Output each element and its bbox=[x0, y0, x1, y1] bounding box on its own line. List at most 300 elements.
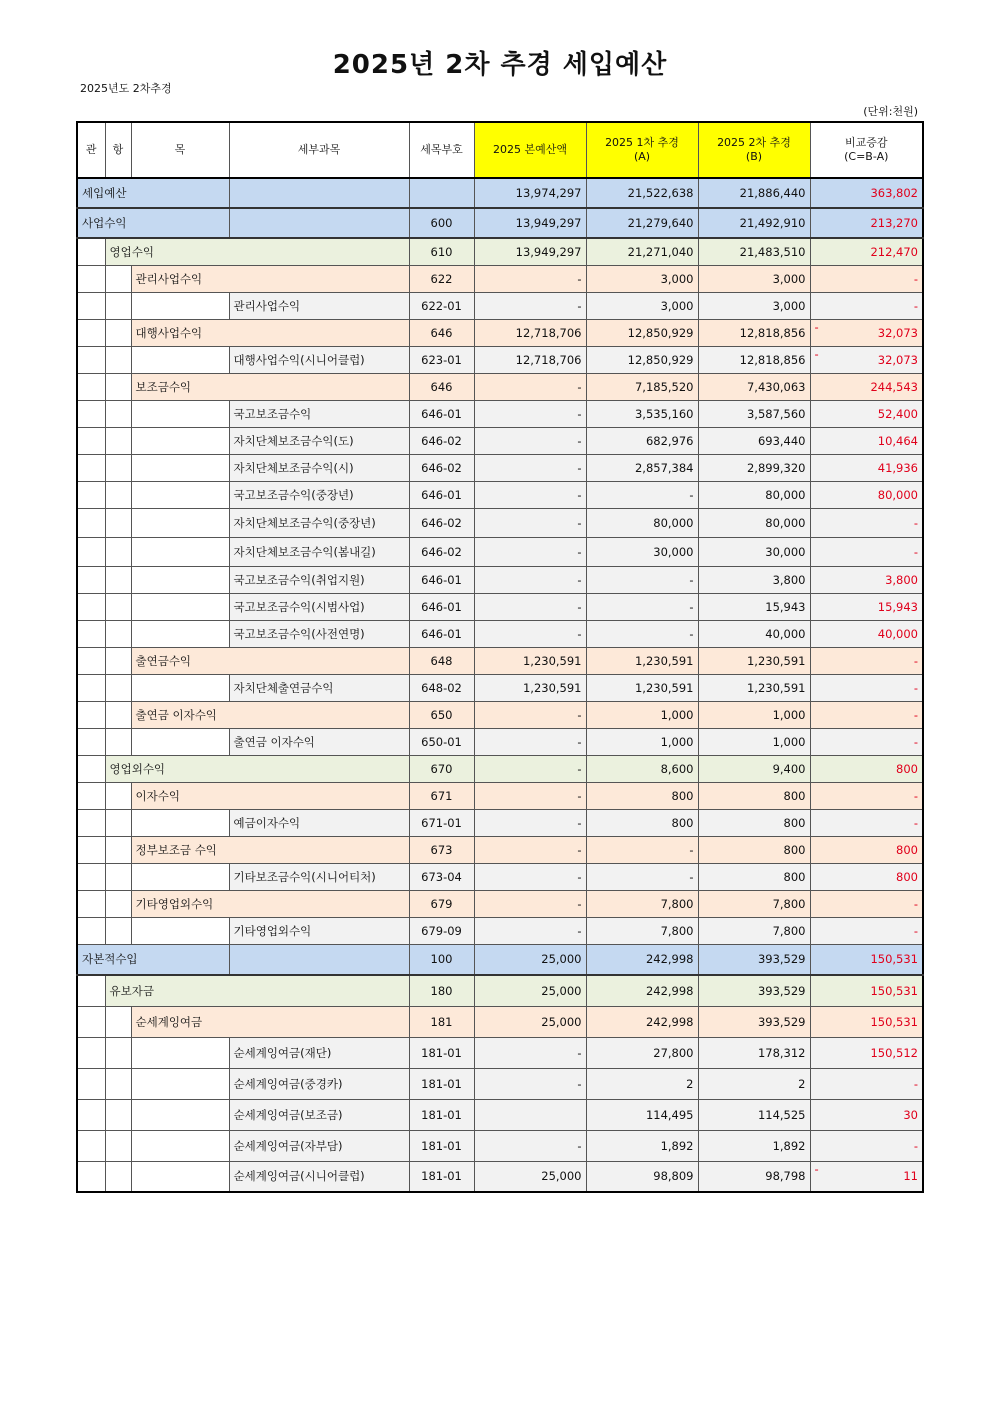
row-first-amount: 3,535,160 bbox=[586, 400, 698, 427]
row-code bbox=[409, 178, 474, 208]
diff-value: - bbox=[913, 653, 918, 668]
row-second-amount: 1,000 bbox=[698, 728, 810, 755]
indent-cell bbox=[105, 1161, 131, 1192]
indent-cell bbox=[77, 1037, 105, 1068]
table-row bbox=[77, 400, 923, 427]
row-label: 출연금수익 bbox=[131, 647, 409, 674]
row-label: 세입예산 bbox=[77, 178, 229, 208]
table-row bbox=[77, 346, 923, 373]
row-base-amount: 12,718,706 bbox=[474, 319, 586, 346]
table-row bbox=[77, 208, 923, 238]
row-code: 646-01 bbox=[409, 566, 474, 593]
diff-value: - bbox=[913, 896, 918, 911]
indent-cell bbox=[105, 890, 131, 917]
indent-cell bbox=[105, 701, 131, 728]
indent-cell bbox=[105, 1006, 131, 1037]
indent-cell bbox=[105, 265, 131, 292]
indent-cell bbox=[77, 728, 105, 755]
row-label: 정부보조금 수익 bbox=[131, 836, 409, 863]
row-code: 679 bbox=[409, 890, 474, 917]
row-first-amount: 8,600 bbox=[586, 755, 698, 782]
row-base-amount: - bbox=[474, 265, 586, 292]
row-label: 이자수익 bbox=[131, 782, 409, 809]
row-diff-amount bbox=[810, 481, 923, 508]
row-base-amount: - bbox=[474, 701, 586, 728]
row-code: 671-01 bbox=[409, 809, 474, 836]
row-diff-amount bbox=[810, 809, 923, 836]
indent-cell bbox=[77, 863, 105, 890]
indent-cell bbox=[105, 346, 131, 373]
row-label: 국고보조금수익(취업지원) bbox=[229, 566, 409, 593]
indent-cell bbox=[131, 1161, 229, 1192]
diff-value: 244,543 bbox=[870, 379, 918, 394]
table-row bbox=[77, 265, 923, 292]
row-second-amount: 12,818,856 bbox=[698, 319, 810, 346]
row-first-amount: 1,000 bbox=[586, 701, 698, 728]
row-base-amount: 13,949,297 bbox=[474, 238, 586, 265]
row-first-amount: 800 bbox=[586, 809, 698, 836]
indent-cell bbox=[77, 508, 105, 537]
indent-cell bbox=[77, 593, 105, 620]
table-row bbox=[77, 1099, 923, 1130]
budget-table bbox=[76, 121, 924, 1193]
indent-cell bbox=[77, 454, 105, 481]
row-code: 623-01 bbox=[409, 346, 474, 373]
diff-value: 40,000 bbox=[877, 626, 918, 641]
row-base-amount: - bbox=[474, 427, 586, 454]
indent-cell bbox=[105, 647, 131, 674]
row-second-amount: 12,818,856 bbox=[698, 346, 810, 373]
row-diff-amount bbox=[810, 1037, 923, 1068]
indent-cell bbox=[131, 566, 229, 593]
indent-cell bbox=[105, 1130, 131, 1161]
row-second-amount: 693,440 bbox=[698, 427, 810, 454]
row-label: 국고보조금수익 bbox=[229, 400, 409, 427]
table-row bbox=[77, 508, 923, 537]
row-code: 181-01 bbox=[409, 1037, 474, 1068]
row-diff-amount bbox=[810, 566, 923, 593]
row-second-amount: 114,525 bbox=[698, 1099, 810, 1130]
row-diff-amount bbox=[810, 593, 923, 620]
diff-value: - bbox=[913, 734, 918, 749]
indent-cell bbox=[105, 400, 131, 427]
diff-value: 15,943 bbox=[877, 599, 918, 614]
col-header-detail: 세부과목 bbox=[229, 122, 409, 178]
row-second-amount: 9,400 bbox=[698, 755, 810, 782]
row-second-amount: 393,529 bbox=[698, 944, 810, 975]
row-second-amount: 30,000 bbox=[698, 537, 810, 566]
negative-sign: - bbox=[814, 346, 819, 361]
row-base-amount: 25,000 bbox=[474, 1006, 586, 1037]
indent-cell bbox=[131, 1068, 229, 1099]
table-row bbox=[77, 593, 923, 620]
row-first-amount: 1,892 bbox=[586, 1130, 698, 1161]
indent-cell bbox=[131, 292, 229, 319]
indent-cell bbox=[77, 537, 105, 566]
row-diff-amount bbox=[810, 1068, 923, 1099]
row-base-amount: - bbox=[474, 400, 586, 427]
col-header-second bbox=[698, 122, 810, 178]
row-code: 670 bbox=[409, 755, 474, 782]
negative-sign: - bbox=[814, 319, 819, 334]
indent-cell bbox=[77, 809, 105, 836]
col-header-code: 세목부호 bbox=[409, 122, 474, 178]
indent-cell bbox=[105, 728, 131, 755]
indent-cell bbox=[105, 566, 131, 593]
table-row bbox=[77, 1130, 923, 1161]
diff-value: 213,270 bbox=[870, 216, 918, 230]
row-second-amount: 21,483,510 bbox=[698, 238, 810, 265]
row-second-amount: 80,000 bbox=[698, 508, 810, 537]
table-row bbox=[77, 975, 923, 1006]
detail-cell bbox=[229, 178, 409, 208]
row-first-amount: 7,800 bbox=[586, 890, 698, 917]
row-base-amount: - bbox=[474, 1037, 586, 1068]
diff-value: 800 bbox=[896, 842, 918, 857]
row-label: 국고보조금수익(시범사업) bbox=[229, 593, 409, 620]
table-row bbox=[77, 1006, 923, 1037]
indent-cell bbox=[77, 1161, 105, 1192]
row-code: 646-02 bbox=[409, 427, 474, 454]
indent-cell bbox=[105, 674, 131, 701]
row-base-amount: - bbox=[474, 917, 586, 944]
indent-cell bbox=[77, 481, 105, 508]
row-diff-amount bbox=[810, 319, 923, 346]
row-second-amount: 40,000 bbox=[698, 620, 810, 647]
indent-cell bbox=[105, 782, 131, 809]
row-diff-amount bbox=[810, 975, 923, 1006]
row-first-amount: 7,800 bbox=[586, 917, 698, 944]
row-label: 대행사업수익(시니어클럽) bbox=[229, 346, 409, 373]
row-base-amount: - bbox=[474, 620, 586, 647]
diff-value: - bbox=[913, 1076, 918, 1091]
row-code: 650-01 bbox=[409, 728, 474, 755]
row-first-amount: 1,230,591 bbox=[586, 674, 698, 701]
row-base-amount: - bbox=[474, 566, 586, 593]
row-label: 국고보조금수익(사전연명) bbox=[229, 620, 409, 647]
row-base-amount: - bbox=[474, 373, 586, 400]
indent-cell bbox=[77, 1006, 105, 1037]
row-code: 181-01 bbox=[409, 1099, 474, 1130]
diff-value: - bbox=[913, 271, 918, 286]
row-label: 관리사업수익 bbox=[131, 265, 409, 292]
row-first-amount: 7,185,520 bbox=[586, 373, 698, 400]
row-code: 671 bbox=[409, 782, 474, 809]
row-label: 기타영업외수익 bbox=[131, 890, 409, 917]
indent-cell bbox=[105, 454, 131, 481]
indent-cell bbox=[77, 400, 105, 427]
row-diff-amount bbox=[810, 346, 923, 373]
row-label: 순세계잉여금(재단) bbox=[229, 1037, 409, 1068]
row-second-amount: 80,000 bbox=[698, 481, 810, 508]
row-label: 자치단체보조금수익(봄내길) bbox=[229, 537, 409, 566]
row-second-amount: 800 bbox=[698, 809, 810, 836]
row-diff-amount bbox=[810, 292, 923, 319]
row-first-amount: - bbox=[586, 863, 698, 890]
row-first-amount: 682,976 bbox=[586, 427, 698, 454]
row-first-amount: 800 bbox=[586, 782, 698, 809]
table-row bbox=[77, 917, 923, 944]
row-first-amount: 80,000 bbox=[586, 508, 698, 537]
table-row bbox=[77, 1037, 923, 1068]
row-second-amount: 3,000 bbox=[698, 265, 810, 292]
row-base-amount: - bbox=[474, 782, 586, 809]
row-second-amount: 800 bbox=[698, 836, 810, 863]
col-header-second-line2: (B) bbox=[745, 150, 763, 163]
diff-value: 30 bbox=[903, 1107, 918, 1122]
col-header-first-line1: 2025 1차 추경 bbox=[605, 136, 679, 149]
indent-cell bbox=[131, 620, 229, 647]
row-diff-amount bbox=[810, 620, 923, 647]
table-row bbox=[77, 1068, 923, 1099]
row-code: 646-02 bbox=[409, 454, 474, 481]
indent-cell bbox=[105, 1099, 131, 1130]
col-header-gwan: 관 bbox=[77, 122, 105, 178]
row-second-amount: 15,943 bbox=[698, 593, 810, 620]
row-first-amount: 2 bbox=[586, 1068, 698, 1099]
row-first-amount: 30,000 bbox=[586, 537, 698, 566]
diff-value: 41,936 bbox=[877, 460, 918, 475]
indent-cell bbox=[77, 917, 105, 944]
indent-cell bbox=[105, 427, 131, 454]
row-label: 자치단체보조금수익(시) bbox=[229, 454, 409, 481]
indent-cell bbox=[77, 701, 105, 728]
row-diff-amount bbox=[810, 755, 923, 782]
indent-cell bbox=[131, 481, 229, 508]
indent-cell bbox=[131, 1037, 229, 1068]
indent-cell bbox=[105, 1068, 131, 1099]
row-first-amount: 1,230,591 bbox=[586, 647, 698, 674]
table-row bbox=[77, 537, 923, 566]
detail-cell bbox=[229, 208, 409, 238]
col-header-first-line2: (A) bbox=[633, 150, 651, 163]
row-base-amount: - bbox=[474, 537, 586, 566]
row-base-amount: - bbox=[474, 809, 586, 836]
diff-value: 32,073 bbox=[877, 325, 918, 340]
row-second-amount: 21,886,440 bbox=[698, 178, 810, 208]
row-first-amount: 242,998 bbox=[586, 1006, 698, 1037]
row-diff-amount bbox=[810, 674, 923, 701]
row-code: 600 bbox=[409, 208, 474, 238]
row-code: 622-01 bbox=[409, 292, 474, 319]
row-diff-amount bbox=[810, 728, 923, 755]
indent-cell bbox=[131, 1130, 229, 1161]
diff-value: 212,470 bbox=[870, 244, 918, 259]
row-base-amount: - bbox=[474, 1130, 586, 1161]
table-row bbox=[77, 701, 923, 728]
indent-cell bbox=[77, 782, 105, 809]
row-diff-amount bbox=[810, 863, 923, 890]
row-diff-amount bbox=[810, 836, 923, 863]
diff-value: 11 bbox=[903, 1169, 918, 1184]
indent-cell bbox=[105, 863, 131, 890]
row-code: 646 bbox=[409, 373, 474, 400]
row-code: 181-01 bbox=[409, 1130, 474, 1161]
row-second-amount: 3,800 bbox=[698, 566, 810, 593]
row-second-amount: 1,230,591 bbox=[698, 647, 810, 674]
table-row bbox=[77, 481, 923, 508]
indent-cell bbox=[77, 319, 105, 346]
row-second-amount: 393,529 bbox=[698, 1006, 810, 1037]
row-code: 646-01 bbox=[409, 620, 474, 647]
diff-value: 150,531 bbox=[870, 1014, 918, 1029]
row-second-amount: 178,312 bbox=[698, 1037, 810, 1068]
row-code: 646 bbox=[409, 319, 474, 346]
row-first-amount: 3,000 bbox=[586, 292, 698, 319]
indent-cell bbox=[105, 373, 131, 400]
indent-cell bbox=[105, 593, 131, 620]
row-first-amount: - bbox=[586, 836, 698, 863]
row-base-amount: 13,974,297 bbox=[474, 178, 586, 208]
indent-cell bbox=[77, 238, 105, 265]
diff-value: - bbox=[913, 923, 918, 938]
row-first-amount: 21,271,040 bbox=[586, 238, 698, 265]
row-label: 순세계잉여금 bbox=[131, 1006, 409, 1037]
indent-cell bbox=[77, 292, 105, 319]
row-diff-amount bbox=[810, 373, 923, 400]
negative-sign: - bbox=[814, 1161, 819, 1176]
diff-value: 800 bbox=[896, 869, 918, 884]
col-header-first bbox=[586, 122, 698, 178]
row-diff-amount bbox=[810, 454, 923, 481]
row-diff-amount bbox=[810, 537, 923, 566]
diff-value: 80,000 bbox=[877, 487, 918, 502]
row-first-amount: 1,000 bbox=[586, 728, 698, 755]
table-row bbox=[77, 238, 923, 265]
row-first-amount: 12,850,929 bbox=[586, 346, 698, 373]
row-code: 100 bbox=[409, 944, 474, 975]
row-diff-amount bbox=[810, 890, 923, 917]
row-diff-amount bbox=[810, 647, 923, 674]
row-first-amount: - bbox=[586, 593, 698, 620]
row-label: 순세계잉여금(시니어클럽) bbox=[229, 1161, 409, 1192]
row-label: 자치단체보조금수익(도) bbox=[229, 427, 409, 454]
row-label: 자치단체출연금수익 bbox=[229, 674, 409, 701]
row-diff-amount bbox=[810, 1161, 923, 1192]
diff-value: - bbox=[913, 707, 918, 722]
row-base-amount: 25,000 bbox=[474, 1161, 586, 1192]
row-label: 국고보조금수익(중장년) bbox=[229, 481, 409, 508]
row-base-amount: 13,949,297 bbox=[474, 208, 586, 238]
row-second-amount: 7,800 bbox=[698, 890, 810, 917]
row-second-amount: 800 bbox=[698, 863, 810, 890]
row-base-amount: - bbox=[474, 454, 586, 481]
row-label: 순세계잉여금(중경카) bbox=[229, 1068, 409, 1099]
diff-value: - bbox=[913, 515, 918, 530]
diff-value: 800 bbox=[896, 761, 918, 776]
indent-cell bbox=[77, 1099, 105, 1130]
row-code: 648-02 bbox=[409, 674, 474, 701]
indent-cell bbox=[77, 265, 105, 292]
row-label: 보조금수익 bbox=[131, 373, 409, 400]
table-row bbox=[77, 178, 923, 208]
table-row bbox=[77, 836, 923, 863]
row-base-amount: 25,000 bbox=[474, 975, 586, 1006]
row-code: 181 bbox=[409, 1006, 474, 1037]
indent-cell bbox=[105, 292, 131, 319]
indent-cell bbox=[131, 537, 229, 566]
row-base-amount: 1,230,591 bbox=[474, 647, 586, 674]
indent-cell bbox=[131, 809, 229, 836]
indent-cell bbox=[105, 917, 131, 944]
table-row bbox=[77, 782, 923, 809]
diff-value: 150,512 bbox=[870, 1045, 918, 1060]
indent-cell bbox=[77, 1068, 105, 1099]
row-second-amount: 7,800 bbox=[698, 917, 810, 944]
indent-cell bbox=[77, 647, 105, 674]
table-row bbox=[77, 944, 923, 975]
diff-value: 52,400 bbox=[877, 406, 918, 421]
row-first-amount: 98,809 bbox=[586, 1161, 698, 1192]
indent-cell bbox=[131, 508, 229, 537]
row-first-amount: 242,998 bbox=[586, 975, 698, 1006]
indent-cell bbox=[131, 863, 229, 890]
indent-cell bbox=[105, 836, 131, 863]
table-row bbox=[77, 454, 923, 481]
row-second-amount: 3,587,560 bbox=[698, 400, 810, 427]
indent-cell bbox=[105, 1037, 131, 1068]
row-label: 유보자금 bbox=[105, 975, 409, 1006]
row-code: 650 bbox=[409, 701, 474, 728]
diff-value: 10,464 bbox=[877, 433, 918, 448]
row-diff-amount bbox=[810, 1099, 923, 1130]
diff-value: - bbox=[913, 680, 918, 695]
table-row bbox=[77, 647, 923, 674]
indent-cell bbox=[77, 1130, 105, 1161]
row-second-amount: 1,892 bbox=[698, 1130, 810, 1161]
budget-table-body bbox=[77, 178, 923, 1192]
row-label: 관리사업수익 bbox=[229, 292, 409, 319]
row-code: 679-09 bbox=[409, 917, 474, 944]
row-code: 180 bbox=[409, 975, 474, 1006]
row-first-amount: 12,850,929 bbox=[586, 319, 698, 346]
indent-cell bbox=[131, 454, 229, 481]
row-diff-amount bbox=[810, 238, 923, 265]
row-base-amount: - bbox=[474, 755, 586, 782]
row-first-amount: 27,800 bbox=[586, 1037, 698, 1068]
row-diff-amount bbox=[810, 917, 923, 944]
row-diff-amount bbox=[810, 178, 923, 208]
row-code: 181-01 bbox=[409, 1068, 474, 1099]
table-row bbox=[77, 373, 923, 400]
table-row bbox=[77, 566, 923, 593]
table-row bbox=[77, 755, 923, 782]
row-code: 646-01 bbox=[409, 481, 474, 508]
row-second-amount: 2 bbox=[698, 1068, 810, 1099]
diff-value: - bbox=[913, 544, 918, 559]
row-diff-amount bbox=[810, 944, 923, 975]
row-label: 순세계잉여금(보조금) bbox=[229, 1099, 409, 1130]
detail-cell bbox=[229, 944, 409, 975]
col-header-diff-line1: 비교증감 bbox=[844, 136, 888, 149]
row-first-amount: - bbox=[586, 481, 698, 508]
diff-value: - bbox=[913, 815, 918, 830]
row-label: 기타보조금수익(시니어티처) bbox=[229, 863, 409, 890]
table-row bbox=[77, 728, 923, 755]
row-second-amount: 393,529 bbox=[698, 975, 810, 1006]
col-header-base: 2025 본예산액 bbox=[474, 122, 586, 178]
row-diff-amount bbox=[810, 782, 923, 809]
table-row bbox=[77, 292, 923, 319]
row-label: 예금이자수익 bbox=[229, 809, 409, 836]
col-header-diff-line2: (C=B-A) bbox=[844, 150, 889, 163]
indent-cell bbox=[105, 508, 131, 537]
table-row bbox=[77, 809, 923, 836]
indent-cell bbox=[77, 620, 105, 647]
row-base-amount: - bbox=[474, 836, 586, 863]
row-code: 610 bbox=[409, 238, 474, 265]
row-base-amount: - bbox=[474, 508, 586, 537]
